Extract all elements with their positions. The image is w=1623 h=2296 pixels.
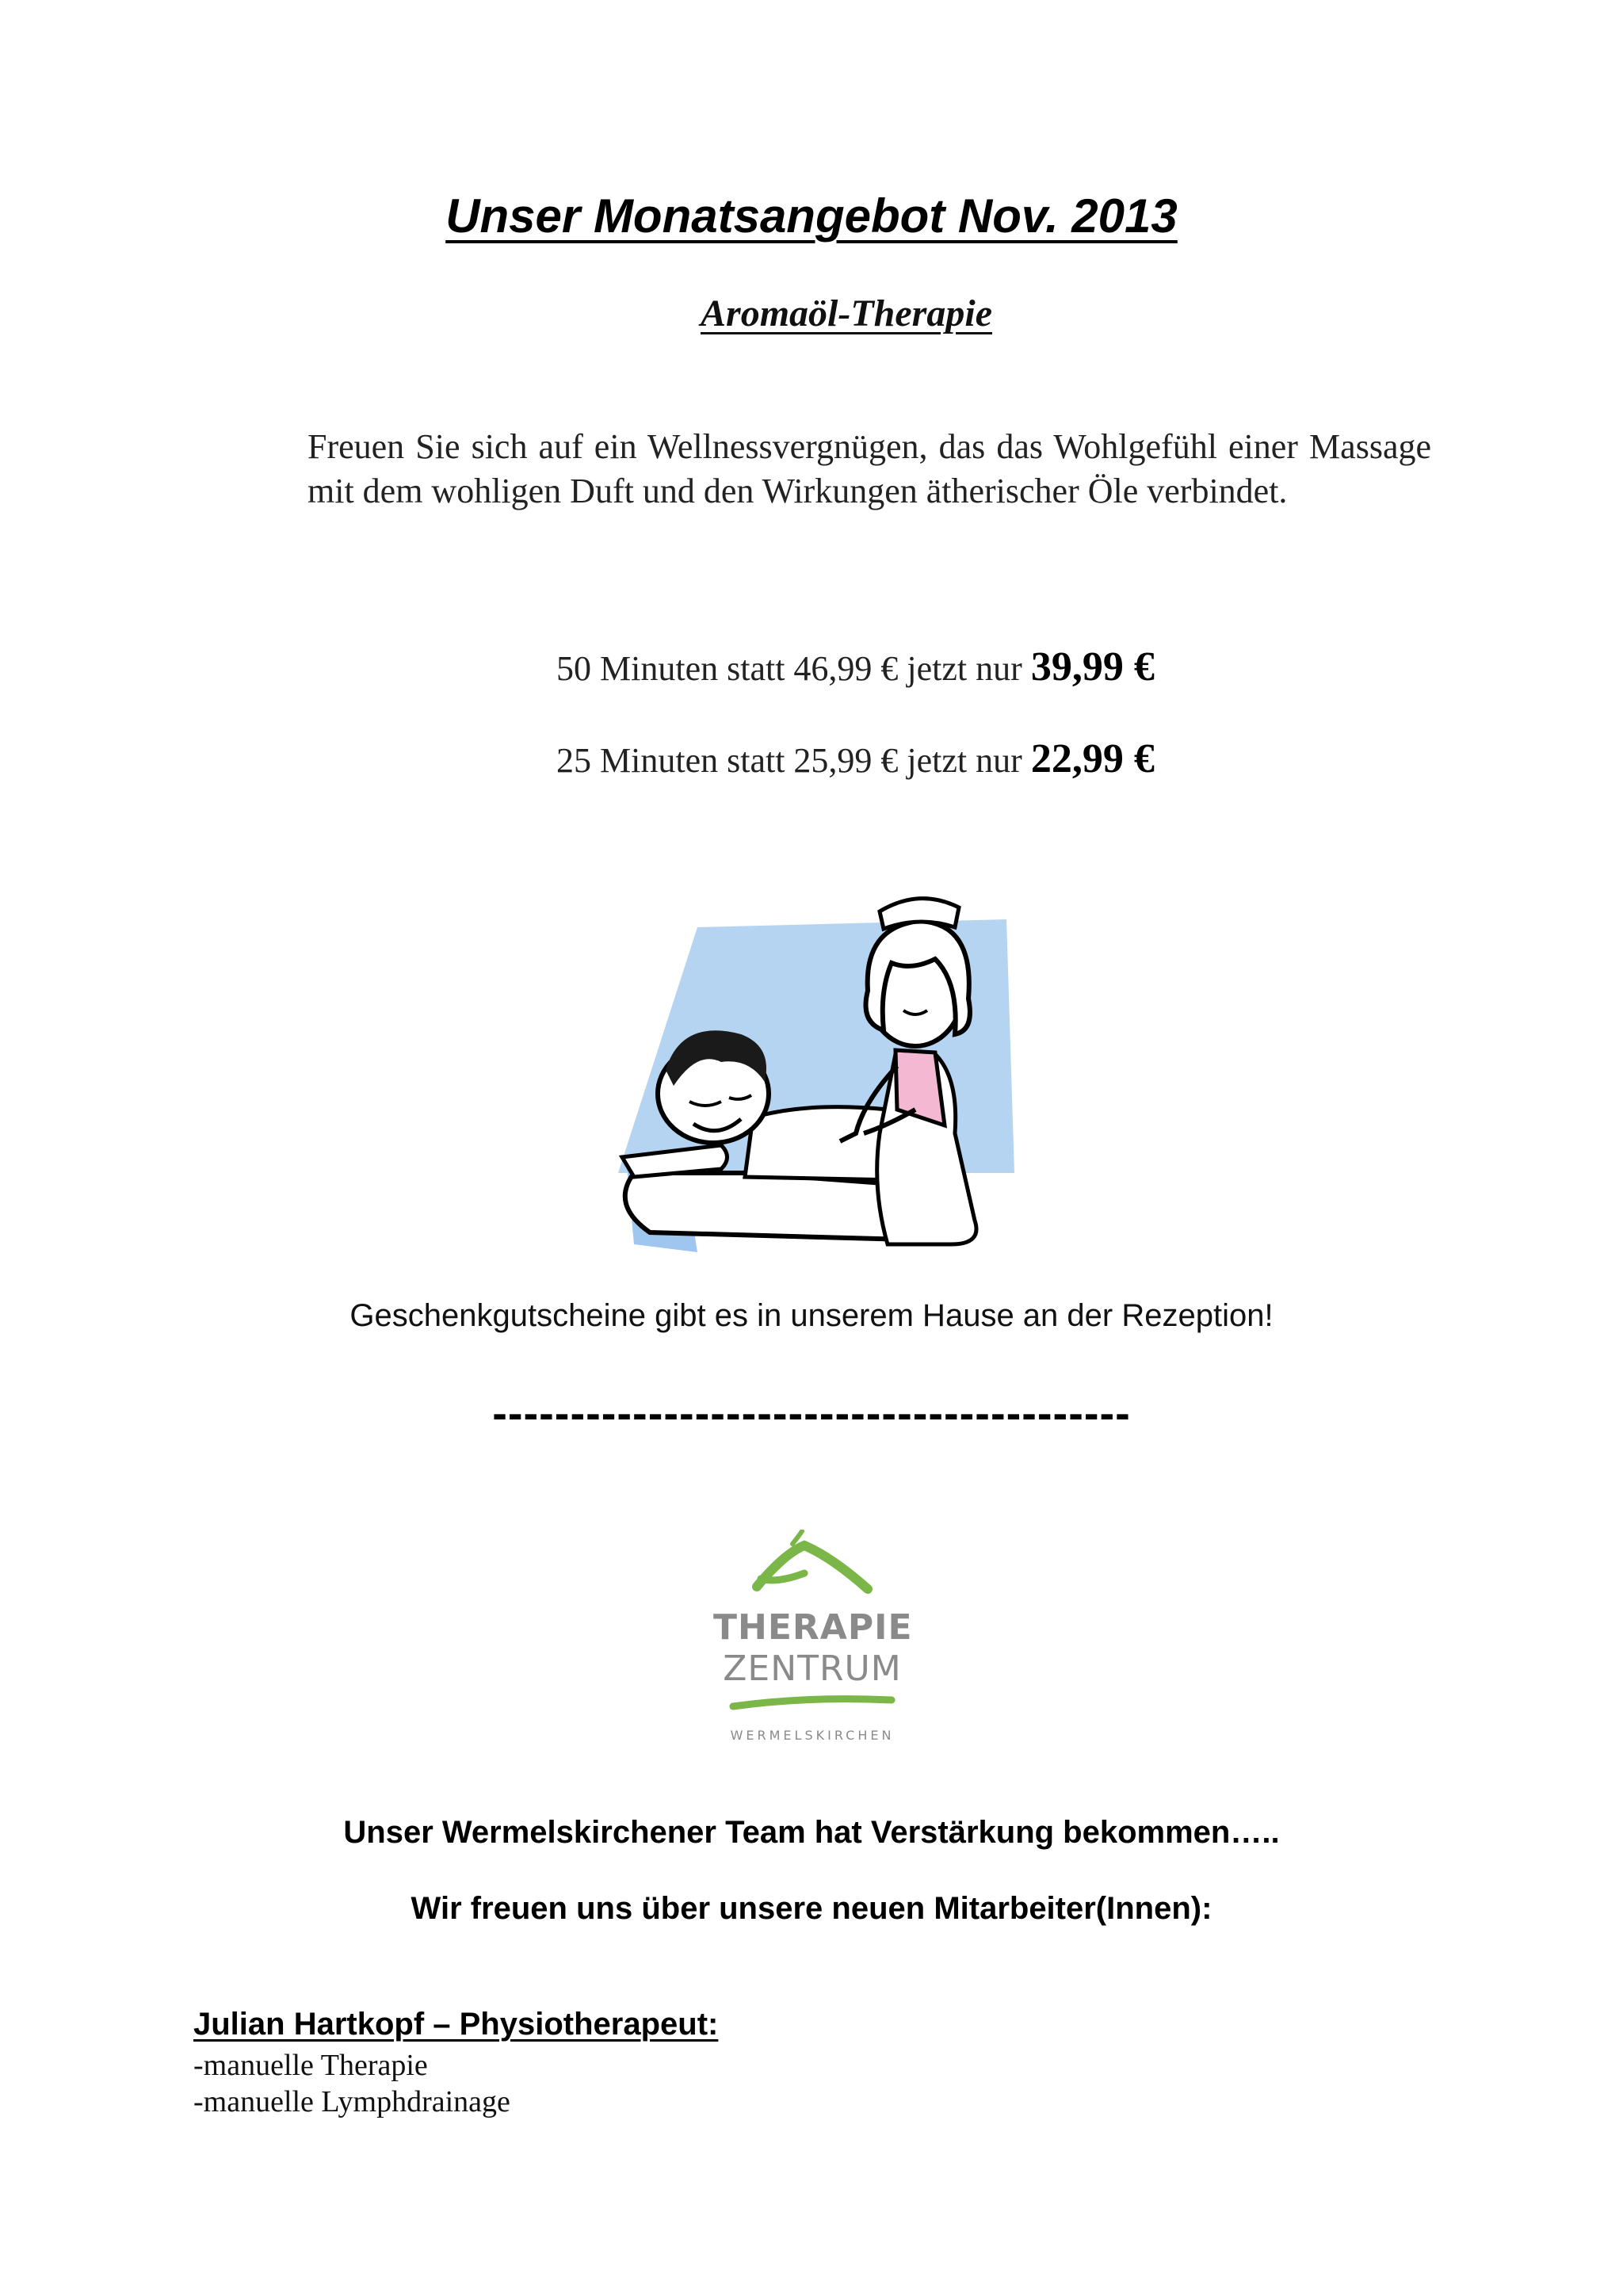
offer-text: 25 Minuten statt 25,99 € jetzt nur <box>556 741 1022 780</box>
offer-price: 39,99 € <box>1030 644 1155 690</box>
gift-voucher-note: Geschenkgutscheine gibt es in unserem Hause an der Rezeption! <box>349 1298 1274 1333</box>
page-title: Unser Monatsangebot Nov. 2013 <box>445 189 1178 243</box>
offer-text: 50 Minuten statt 46,99 € jetzt nur <box>556 649 1022 688</box>
section-divider: ----------------------------------------- <box>492 1388 1131 1438</box>
offer-line <box>556 644 1155 690</box>
offer-price: 22,99 € <box>1030 736 1155 781</box>
staff-name: Julian Hartkopf – Physiotherapeut: <box>193 2007 719 2042</box>
offer-line <box>556 735 1155 782</box>
massage-illustration <box>602 872 1014 1268</box>
intro-paragraph: Freuen Sie sich auf ein Wellnessvergnügen, das das Wohlgefühl einer Massage mit dem wohligen Duft und den Wirkungen ätherischer Öle verbindet. <box>307 427 1431 510</box>
staff-skill: -manuelle Therapie <box>193 2049 428 2082</box>
house-icon <box>713 1530 911 1601</box>
offer-subtitle: Aromaöl-Therapie <box>701 292 992 334</box>
team-announcement: Unser Wermelskirchener Team hat Verstärkung bekommen….. <box>343 1815 1280 1850</box>
logo-text-location: WERMELSKIRCHEN <box>730 1728 895 1743</box>
therapie-zentrum-logo <box>713 1530 911 1752</box>
logo-text-therapie: THERAPIE <box>713 1607 913 1648</box>
logo-swoosh <box>729 1692 896 1716</box>
staff-skill: -manuelle Lymphdrainage <box>193 2085 510 2118</box>
logo-text-zentrum: ZENTRUM <box>723 1648 902 1689</box>
team-welcome: Wir freuen uns über unsere neuen Mitarbeiter(Innen): <box>411 1891 1212 1926</box>
